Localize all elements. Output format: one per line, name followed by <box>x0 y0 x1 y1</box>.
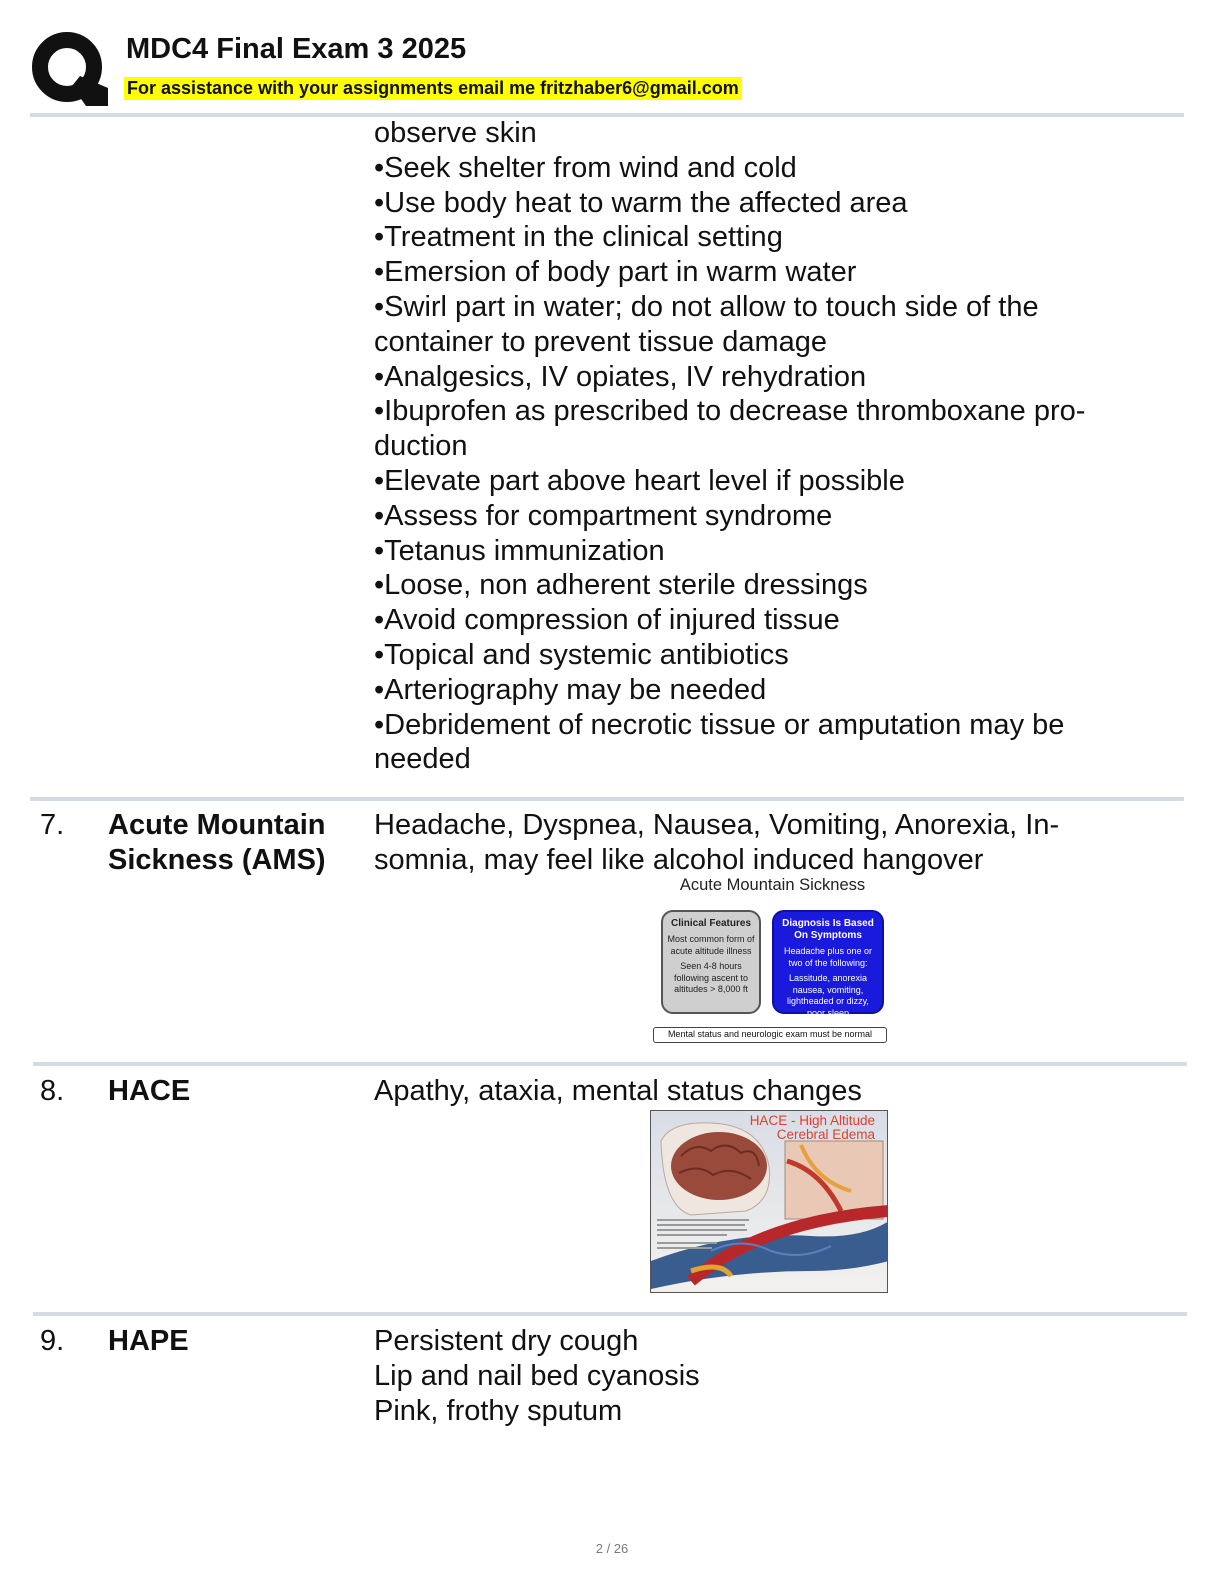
desc-line: Apathy, ataxia, mental status changes <box>374 1075 862 1107</box>
row-description <box>374 808 1059 878</box>
row-number: 8. <box>40 1075 65 1107</box>
figure-caption: Acute Mountain Sickness <box>679 876 866 894</box>
list-line: •Elevate part above heart level if possible <box>374 464 905 497</box>
row-description <box>374 1324 700 1429</box>
page-number: 2 / 26 <box>595 1541 629 1556</box>
list-line: •Seek shelter from wind and cold <box>374 151 797 184</box>
row-term <box>108 1324 189 1359</box>
row-divider <box>30 797 1184 801</box>
box-text: Most common form of acute altitude illness <box>667 934 755 956</box>
desc-line: Pink, frothy sputum <box>374 1395 623 1427</box>
list-line: •Swirl part in water; do not allow to touch side of the <box>374 290 1039 323</box>
desc-line: Headache, Dyspnea, Nausea, Vomiting, Anorexia, In- <box>374 809 1060 841</box>
list-line: observe skin <box>374 117 537 149</box>
term-line: HACE <box>108 1075 191 1107</box>
promo-banner: For assistance with your assignments email me fritzhaber6@gmail.com <box>124 77 742 100</box>
diagnosis-box <box>772 910 884 1018</box>
box-heading: Diagnosis Is Based On Symptoms <box>782 918 874 941</box>
brand-logo-icon <box>30 28 110 108</box>
term-line: HAPE <box>108 1325 189 1357</box>
list-line: •Emersion of body part in warm water <box>374 256 857 289</box>
list-line: •Assess for compartment syndrome <box>374 499 833 532</box>
list-line: •Debridement of necrotic tissue or amputation may be <box>374 708 1065 741</box>
row-description <box>374 1074 862 1109</box>
row-term <box>108 808 326 878</box>
box-text: Seen 4-8 hours following ascent to altitudes > 8,000 ft <box>673 961 749 994</box>
figure-footnote: Mental status and neurologic exam must be normal <box>653 1027 887 1043</box>
desc-line: Lip and nail bed cyanosis <box>374 1360 700 1392</box>
list-line: •Use body heat to warm the affected area <box>374 186 908 219</box>
hace-title <box>750 1114 875 1142</box>
clinical-features-box <box>661 910 761 1014</box>
list-line: duction <box>374 430 468 463</box>
ams-figure <box>650 876 895 1046</box>
list-line: needed <box>374 743 471 776</box>
list-line: •Treatment in the clinical setting <box>374 221 783 254</box>
hace-illustration <box>650 1110 888 1293</box>
term-line: Sickness (AMS) <box>108 844 326 876</box>
list-line: •Arteriography may be needed <box>374 673 767 706</box>
term-line: Acute Mountain <box>108 809 326 841</box>
list-line: •Topical and systemic antibiotics <box>374 638 789 671</box>
list-line: •Analgesics, IV opiates, IV rehydration <box>374 360 867 393</box>
desc-line: Persistent dry cough <box>374 1325 639 1357</box>
continued-treatment-list <box>374 116 1164 777</box>
document-title: MDC4 Final Exam 3 2025 <box>126 33 467 65</box>
list-line: container to prevent tissue damage <box>374 325 827 358</box>
box-text: Headache plus one or two of the following: <box>783 946 873 968</box>
row-number: 7. <box>40 809 65 841</box>
desc-line: somnia, may feel like alcohol induced hangover <box>374 844 984 876</box>
box-text: Lassitude, anorexia nausea, vomiting, lightheaded or dizzy, poor sleep <box>787 973 869 1018</box>
row-divider <box>33 1312 1187 1316</box>
list-line: •Loose, non adherent sterile dressings <box>374 569 868 602</box>
list-line: •Avoid compression of injured tissue <box>374 604 840 637</box>
row-divider <box>33 1062 1187 1066</box>
page-header <box>0 0 1224 118</box>
row-number: 9. <box>40 1325 65 1357</box>
hace-title-line: Cerebral Edema <box>776 1127 875 1142</box>
row-term <box>108 1074 190 1109</box>
list-line: •Ibuprofen as prescribed to decrease thromboxane pro- <box>374 395 1086 428</box>
list-line: •Tetanus immunization <box>374 534 665 567</box>
hace-title-line: HACE - High Altitude <box>749 1113 875 1128</box>
box-heading: Clinical Features <box>670 918 752 929</box>
